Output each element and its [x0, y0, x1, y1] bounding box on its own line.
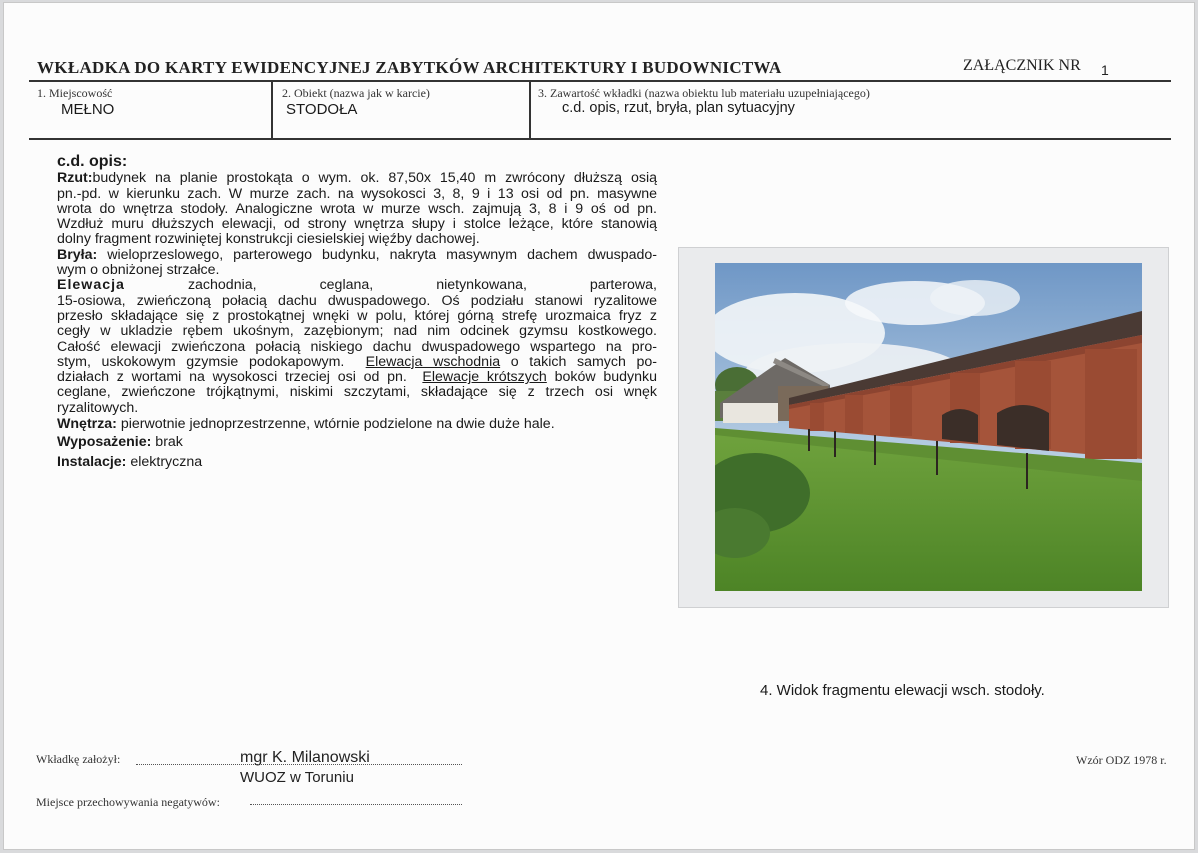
contents-label: 3. Zawartość wkładki (nazwa obiektu lub materiału uzupełniającego): [538, 86, 870, 100]
wnetrza-label: Wnętrza:: [57, 416, 117, 433]
description-body: [57, 154, 657, 470]
fields-rule: [29, 138, 1171, 140]
elewacja-word-2: ceglana,: [319, 277, 374, 294]
rzut-line-2: pn.-pd. w kierunku zach. W murze zach. na wysokosci 3, 8, 9 i 13 osi od pn. masywne: [57, 185, 657, 202]
negatives-label: Miejsce przechowywania negatywów:: [36, 795, 220, 809]
elewacja-line-7: [57, 370, 657, 385]
elewacja-line-6: [57, 355, 657, 370]
description-heading: c.d. opis:: [57, 153, 128, 170]
elewacja-line-1: [57, 278, 657, 293]
bryla-line-2: wym o obniżonej strzałce.: [57, 262, 220, 279]
rzut-line-3: wrota do wnętrza stodoły. Analogiczne wrota w murze wsch. zajmują 3, 8 i 9 oś od pn.: [57, 200, 657, 217]
wyposazenie-text: brak: [151, 434, 183, 451]
elewacja-line-5: Całość elewacji zwieńczona połacią niskiego dachu dwuspadowego wspartego na pro-: [57, 338, 657, 355]
elewacja-wschodnia-link: Elewacja wschodnia: [365, 353, 501, 370]
bryla-text: wieloprzeslowego, parterowego budynku, nakryta masywnym dachem dwuspado-: [97, 246, 657, 263]
contents-value: c.d. opis, rzut, bryła, plan sytuacyjny: [562, 100, 795, 116]
elewacje-krotszych-link: Elewacje krótszych: [422, 369, 547, 386]
elewacja-word-1: zachodnia,: [187, 277, 257, 294]
document-title: WKŁADKA DO KARTY EWIDENCYJNEJ ZABYTKÓW ARCHITEKTURY I BUDOWNICTWA: [37, 58, 782, 77]
elewacja-line-9: ryzalitowych.: [57, 399, 139, 416]
bryla-line-1: [57, 248, 657, 263]
elewacja-word-3: nietynkowana,: [436, 277, 527, 294]
elewacja-word-4: parterowa,: [589, 277, 657, 294]
object-label: 2. Obiekt (nazwa jak w karcie): [282, 86, 430, 100]
elewacja-line-8: ceglane, zwieńczone trójkątnymi, niskimi szczytami, składające się z trzech osi wnęk: [57, 384, 657, 401]
elewacja-line-6-text: stym, uskokowym gzymsie podokapowym.: [57, 353, 366, 370]
object-value: STODOŁA: [286, 101, 358, 118]
barn-photo: [715, 263, 1142, 591]
elewacja-line-2: 15-osiowa, zwieńczoną połacią dachu dwuspadowego. Oś podziału stanowi ryzalitowe: [57, 292, 657, 309]
rzut-line-4: Wzdłuż muru dłuższych elewacji, od strony wnętrza słupy i stolce leżące, które stanowią: [57, 216, 657, 233]
author-label: Wkładkę założył:: [36, 752, 121, 766]
rzut-line-1: [57, 171, 657, 186]
field-divider-2: [529, 81, 531, 139]
instalacje-label: Instalacje:: [57, 453, 127, 470]
bryla-label: Bryła:: [57, 246, 98, 263]
author-org: WUOZ w Toruniu: [240, 769, 354, 786]
wnetrza-text: pierwotnie jednoprzestrzenne, wtórnie podzielone na dwie duże hale.: [116, 416, 555, 433]
annex-label: ZAŁĄCZNIK NR: [963, 57, 1081, 74]
wnetrza-line: [57, 417, 657, 432]
photo-caption: 4. Widok fragmentu elewacji wsch. stodoły.: [760, 682, 1045, 699]
elewacja-line-3: przesło składające się z prostokątnej wnęki w polu, której górną strefę urozmaica fryz z: [57, 307, 657, 324]
field-divider-1: [271, 81, 273, 139]
header-rule: [29, 80, 1171, 82]
rzut-label: Rzut:: [57, 170, 93, 187]
wyposazenie-label: Wyposażenie:: [57, 434, 152, 451]
annex-number: 1: [1101, 62, 1109, 78]
elewacja-line-7-text: działach z wortami na wysokosci trzeciej osi od pn.: [57, 369, 423, 386]
wyposazenie-line: [57, 435, 657, 450]
negatives-dotted-line: [250, 804, 462, 805]
elewacja-line-7-tail: boków budynku: [546, 369, 657, 386]
elewacja-line-4: cegły w ukladzie rębem ukośnym, zazębionym; nad nim odcinek gzymsu kostkowego.: [57, 323, 657, 340]
elewacja-line-6-tail: o takich samych po-: [500, 353, 657, 370]
form-reference: Wzór ODZ 1978 r.: [1076, 753, 1167, 767]
author-name: mgr K. Milanowski: [240, 749, 370, 766]
rzut-text: budynek na planie prostokąta o wym. ok. 87,50x 15,40 m zwrócony dłuższą osią: [92, 170, 657, 187]
locality-label: 1. Miejscowość: [37, 86, 113, 100]
elewacja-label: Elewacja: [57, 277, 125, 294]
instalacje-line: [57, 455, 657, 470]
instalacje-text: elektryczna: [126, 453, 203, 470]
locality-value: MEŁNO: [61, 101, 115, 118]
rzut-line-5: dolny fragment rozwiniętej konstrukcji ciesielskiej więźby dachowej.: [57, 231, 480, 248]
